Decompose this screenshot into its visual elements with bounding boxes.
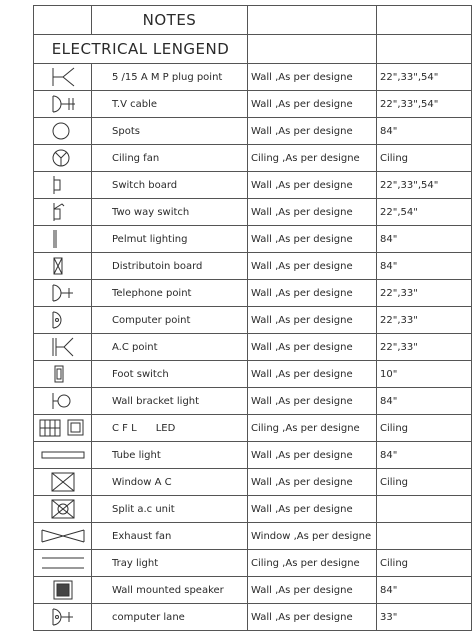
- spot-light-icon: [34, 118, 92, 145]
- tray-light-icon: [34, 550, 92, 577]
- item-name: Tube light: [92, 442, 248, 469]
- tv-cable-icon: [34, 91, 92, 118]
- notes-row: [34, 6, 472, 35]
- item-location: Window ,As per designe: [248, 523, 377, 550]
- blank-cell: [377, 6, 472, 35]
- item-name: Window A C: [92, 469, 248, 496]
- legend-row: [34, 469, 472, 496]
- legend-row: [34, 361, 472, 388]
- window-ac-icon: [34, 469, 92, 496]
- item-location: Wall ,As per designe: [248, 361, 377, 388]
- legend-row: [34, 604, 472, 631]
- item-height: 84": [377, 253, 472, 280]
- item-location: Wall ,As per designe: [248, 91, 377, 118]
- item-name: 5 /15 A M P plug point: [92, 64, 248, 91]
- item-height: Ciling: [377, 550, 472, 577]
- item-height: 84": [377, 442, 472, 469]
- blank-cell: [248, 6, 377, 35]
- item-location: Wall ,As per designe: [248, 172, 377, 199]
- two-way-switch-icon: [34, 199, 92, 226]
- blank-cell: [34, 6, 92, 35]
- item-name: Two way switch: [92, 199, 248, 226]
- item-height: 22",33",54": [377, 172, 472, 199]
- wall-bracket-light-icon: [34, 388, 92, 415]
- ac-point-icon: [34, 334, 92, 361]
- item-name: Spots: [92, 118, 248, 145]
- item-name: computer lane: [92, 604, 248, 631]
- item-height: 22",33": [377, 334, 472, 361]
- blank-cell: [377, 35, 472, 64]
- legend-title: ELECTRICAL LENGEND: [34, 35, 248, 64]
- plug-point-icon: [34, 64, 92, 91]
- item-height: Ciling: [377, 145, 472, 172]
- legend-row: [34, 334, 472, 361]
- legend-row: [34, 388, 472, 415]
- item-location: Wall ,As per designe: [248, 307, 377, 334]
- legend-row: [34, 64, 472, 91]
- item-name: Wall mounted speaker: [92, 577, 248, 604]
- exhaust-fan-icon: [34, 523, 92, 550]
- item-location: Wall ,As per designe: [248, 388, 377, 415]
- electrical-legend-table: [33, 5, 472, 631]
- item-location: Wall ,As per designe: [248, 469, 377, 496]
- item-height: [377, 523, 472, 550]
- item-height: 22",54": [377, 199, 472, 226]
- item-height: 84": [377, 118, 472, 145]
- legend-row: [34, 145, 472, 172]
- legend-row: [34, 199, 472, 226]
- item-name: Computer point: [92, 307, 248, 334]
- legend-row: [34, 442, 472, 469]
- distribution-board-icon: [34, 253, 92, 280]
- foot-switch-icon: [34, 361, 92, 388]
- item-height: 84": [377, 577, 472, 604]
- legend-row: [34, 577, 472, 604]
- item-location: Wall ,As per designe: [248, 280, 377, 307]
- ceiling-fan-icon: [34, 145, 92, 172]
- item-location: Wall ,As per designe: [248, 226, 377, 253]
- item-location: Wall ,As per designe: [248, 442, 377, 469]
- legend-row: [34, 496, 472, 523]
- legend-row: [34, 172, 472, 199]
- item-height: [377, 496, 472, 523]
- legend-title-row: [34, 35, 472, 64]
- item-height: 22",33": [377, 280, 472, 307]
- cfl-led-icon: [34, 415, 92, 442]
- item-height: 84": [377, 226, 472, 253]
- item-name: A.C point: [92, 334, 248, 361]
- item-name: Distributoin board: [92, 253, 248, 280]
- item-location: Ciling ,As per designe: [248, 415, 377, 442]
- legend-row: [34, 307, 472, 334]
- item-name: Wall bracket light: [92, 388, 248, 415]
- legend-row: [34, 523, 472, 550]
- item-location: Wall ,As per designe: [248, 199, 377, 226]
- item-name: Tray light: [92, 550, 248, 577]
- item-location: Wall ,As per designe: [248, 577, 377, 604]
- telephone-point-icon: [34, 280, 92, 307]
- wall-speaker-icon: [34, 577, 92, 604]
- split-ac-icon: [34, 496, 92, 523]
- blank-cell: [248, 35, 377, 64]
- item-name: Switch board: [92, 172, 248, 199]
- computer-point-icon: [34, 307, 92, 334]
- legend-row: [34, 91, 472, 118]
- item-name: Foot switch: [92, 361, 248, 388]
- item-name: Telephone point: [92, 280, 248, 307]
- switch-board-icon: [34, 172, 92, 199]
- item-height: 10": [377, 361, 472, 388]
- legend-row: [34, 550, 472, 577]
- item-height: Ciling: [377, 415, 472, 442]
- item-location: Wall ,As per designe: [248, 64, 377, 91]
- item-name: Exhaust fan: [92, 523, 248, 550]
- item-height: Ciling: [377, 469, 472, 496]
- item-height: 84": [377, 388, 472, 415]
- legend-row: [34, 226, 472, 253]
- item-name: T.V cable: [92, 91, 248, 118]
- item-height: 22",33",54": [377, 64, 472, 91]
- legend-row: [34, 253, 472, 280]
- item-height: 22",33",54": [377, 91, 472, 118]
- item-location: Wall ,As per designe: [248, 118, 377, 145]
- item-location: Wall ,As per designe: [248, 496, 377, 523]
- item-height: 22",33": [377, 307, 472, 334]
- legend-row: [34, 280, 472, 307]
- notes-heading: NOTES: [92, 6, 248, 35]
- legend-row: [34, 118, 472, 145]
- tube-light-icon: [34, 442, 92, 469]
- legend-row: [34, 415, 472, 442]
- item-location: Ciling ,As per designe: [248, 145, 377, 172]
- pelmut-lighting-icon: [34, 226, 92, 253]
- computer-lane-icon: [34, 604, 92, 631]
- item-name: Pelmut lighting: [92, 226, 248, 253]
- item-height: 33": [377, 604, 472, 631]
- item-name: Split a.c unit: [92, 496, 248, 523]
- item-location: Ciling ,As per designe: [248, 550, 377, 577]
- item-location: Wall ,As per designe: [248, 253, 377, 280]
- item-name: Ciling fan: [92, 145, 248, 172]
- item-name: C F L LED: [92, 415, 248, 442]
- item-location: Wall ,As per designe: [248, 334, 377, 361]
- item-location: Wall ,As per designe: [248, 604, 377, 631]
